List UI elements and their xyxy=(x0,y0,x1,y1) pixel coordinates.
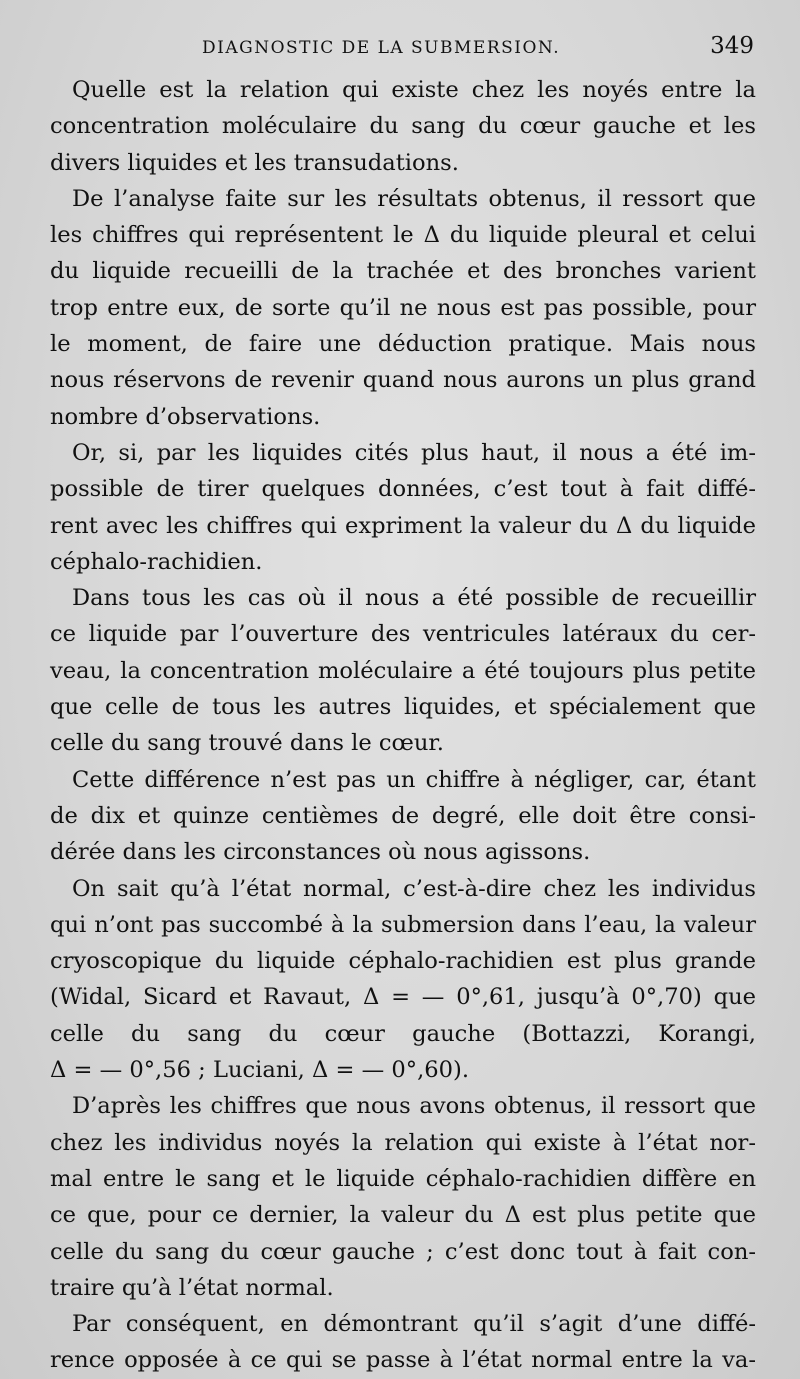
page-header xyxy=(50,32,756,72)
paragraph xyxy=(50,181,756,435)
text-line: De l’analyse faite sur les résultats obtenus, il ressort que xyxy=(72,185,756,212)
text-line: chez les individus noyés la relation qui existe à l’état nor- xyxy=(50,1129,756,1156)
text-line: celle du sang du cœur gauche ; c’est donc tout à fait con- xyxy=(50,1238,756,1265)
paragraph xyxy=(50,762,756,871)
page-number: 349 xyxy=(710,33,754,59)
text-line: rent avec les chiffres qui expriment la valeur du Δ du liquide xyxy=(50,512,756,539)
paragraph xyxy=(50,72,756,181)
text-line: Or, si, par les liquides cités plus haut, il nous a été im- xyxy=(72,439,756,466)
text-line: Par conséquent, en démontrant qu’il s’agit d’une diffé- xyxy=(72,1311,756,1338)
text-line: celle du sang du cœur gauche (Bottazzi, Korangi, xyxy=(50,1020,756,1047)
text-line: (Widal, Sicard et Ravaut, Δ = — 0°,61, jusqu’à 0°,70) que xyxy=(50,984,756,1011)
paragraph xyxy=(50,580,756,761)
text-line: ce que, pour ce dernier, la valeur du Δ est plus petite que xyxy=(50,1202,756,1229)
text-line: ce liquide par l’ouverture des ventricules latéraux du cer- xyxy=(50,621,756,648)
text-line: du liquide recueilli de la trachée et des bronches varient xyxy=(50,258,756,285)
text-line: les chiffres qui représentent le Δ du liquide pleural et celui xyxy=(50,222,756,249)
text-line: traire qu’à l’état normal. xyxy=(50,1274,334,1301)
text-line: rence opposée à ce qui se passe à l’état normal entre la va- xyxy=(50,1347,756,1374)
text-line: le moment, de faire une déduction pratique. Mais nous xyxy=(50,331,756,358)
text-line: trop entre eux, de sorte qu’il ne nous est pas possible, pour xyxy=(50,294,756,321)
text-line: concentration moléculaire du sang du cœur gauche et les xyxy=(50,113,756,140)
paragraph xyxy=(50,1088,756,1306)
text-line: divers liquides et les transudations. xyxy=(50,149,459,176)
text-line: mal entre le sang et le liquide céphalo-rachidien diffère en xyxy=(50,1165,756,1192)
paragraph xyxy=(50,435,756,580)
text-line: qui n’ont pas succombé à la submersion dans l’eau, la valeur xyxy=(50,911,756,938)
paragraph xyxy=(50,1306,756,1379)
text-line: possible de tirer quelques données, c’est tout à fait diffé- xyxy=(50,476,756,503)
text-line: On sait qu’à l’état normal, c’est-à-dire chez les individus xyxy=(72,875,756,902)
text-line: dérée dans les circonstances où nous agissons. xyxy=(50,839,591,866)
text-line: Dans tous les cas où il nous a été possible de recueillir xyxy=(72,585,756,612)
text-line: Cette différence n’est pas un chiffre à négliger, car, étant xyxy=(72,766,756,793)
text-line: de dix et quinze centièmes de degré, elle doit être consi- xyxy=(50,802,756,829)
text-line: cryoscopique du liquide céphalo-rachidien est plus grande xyxy=(50,948,756,975)
text-line: D’après les chiffres que nous avons obtenus, il ressort que xyxy=(72,1093,756,1120)
text-line: nombre d’observations. xyxy=(50,403,321,430)
paragraph xyxy=(50,871,756,1089)
text-line: Δ = — 0°,56 ; Luciani, Δ = — 0°,60). xyxy=(50,1057,469,1084)
text-line: nous réservons de revenir quand nous aurons un plus grand xyxy=(50,367,756,394)
text-line: veau, la concentration moléculaire a été toujours plus petite xyxy=(50,657,756,684)
text-line: céphalo-rachidien. xyxy=(50,548,263,575)
text-line: que celle de tous les autres liquides, et spécialement que xyxy=(50,694,756,721)
body-text xyxy=(50,72,756,1379)
text-line: celle du sang trouvé dans le cœur. xyxy=(50,730,444,757)
running-head: DIAGNOSTIC DE LA SUBMERSION. xyxy=(202,38,561,58)
text-line: Quelle est la relation qui existe chez les noyés entre la xyxy=(72,77,756,103)
